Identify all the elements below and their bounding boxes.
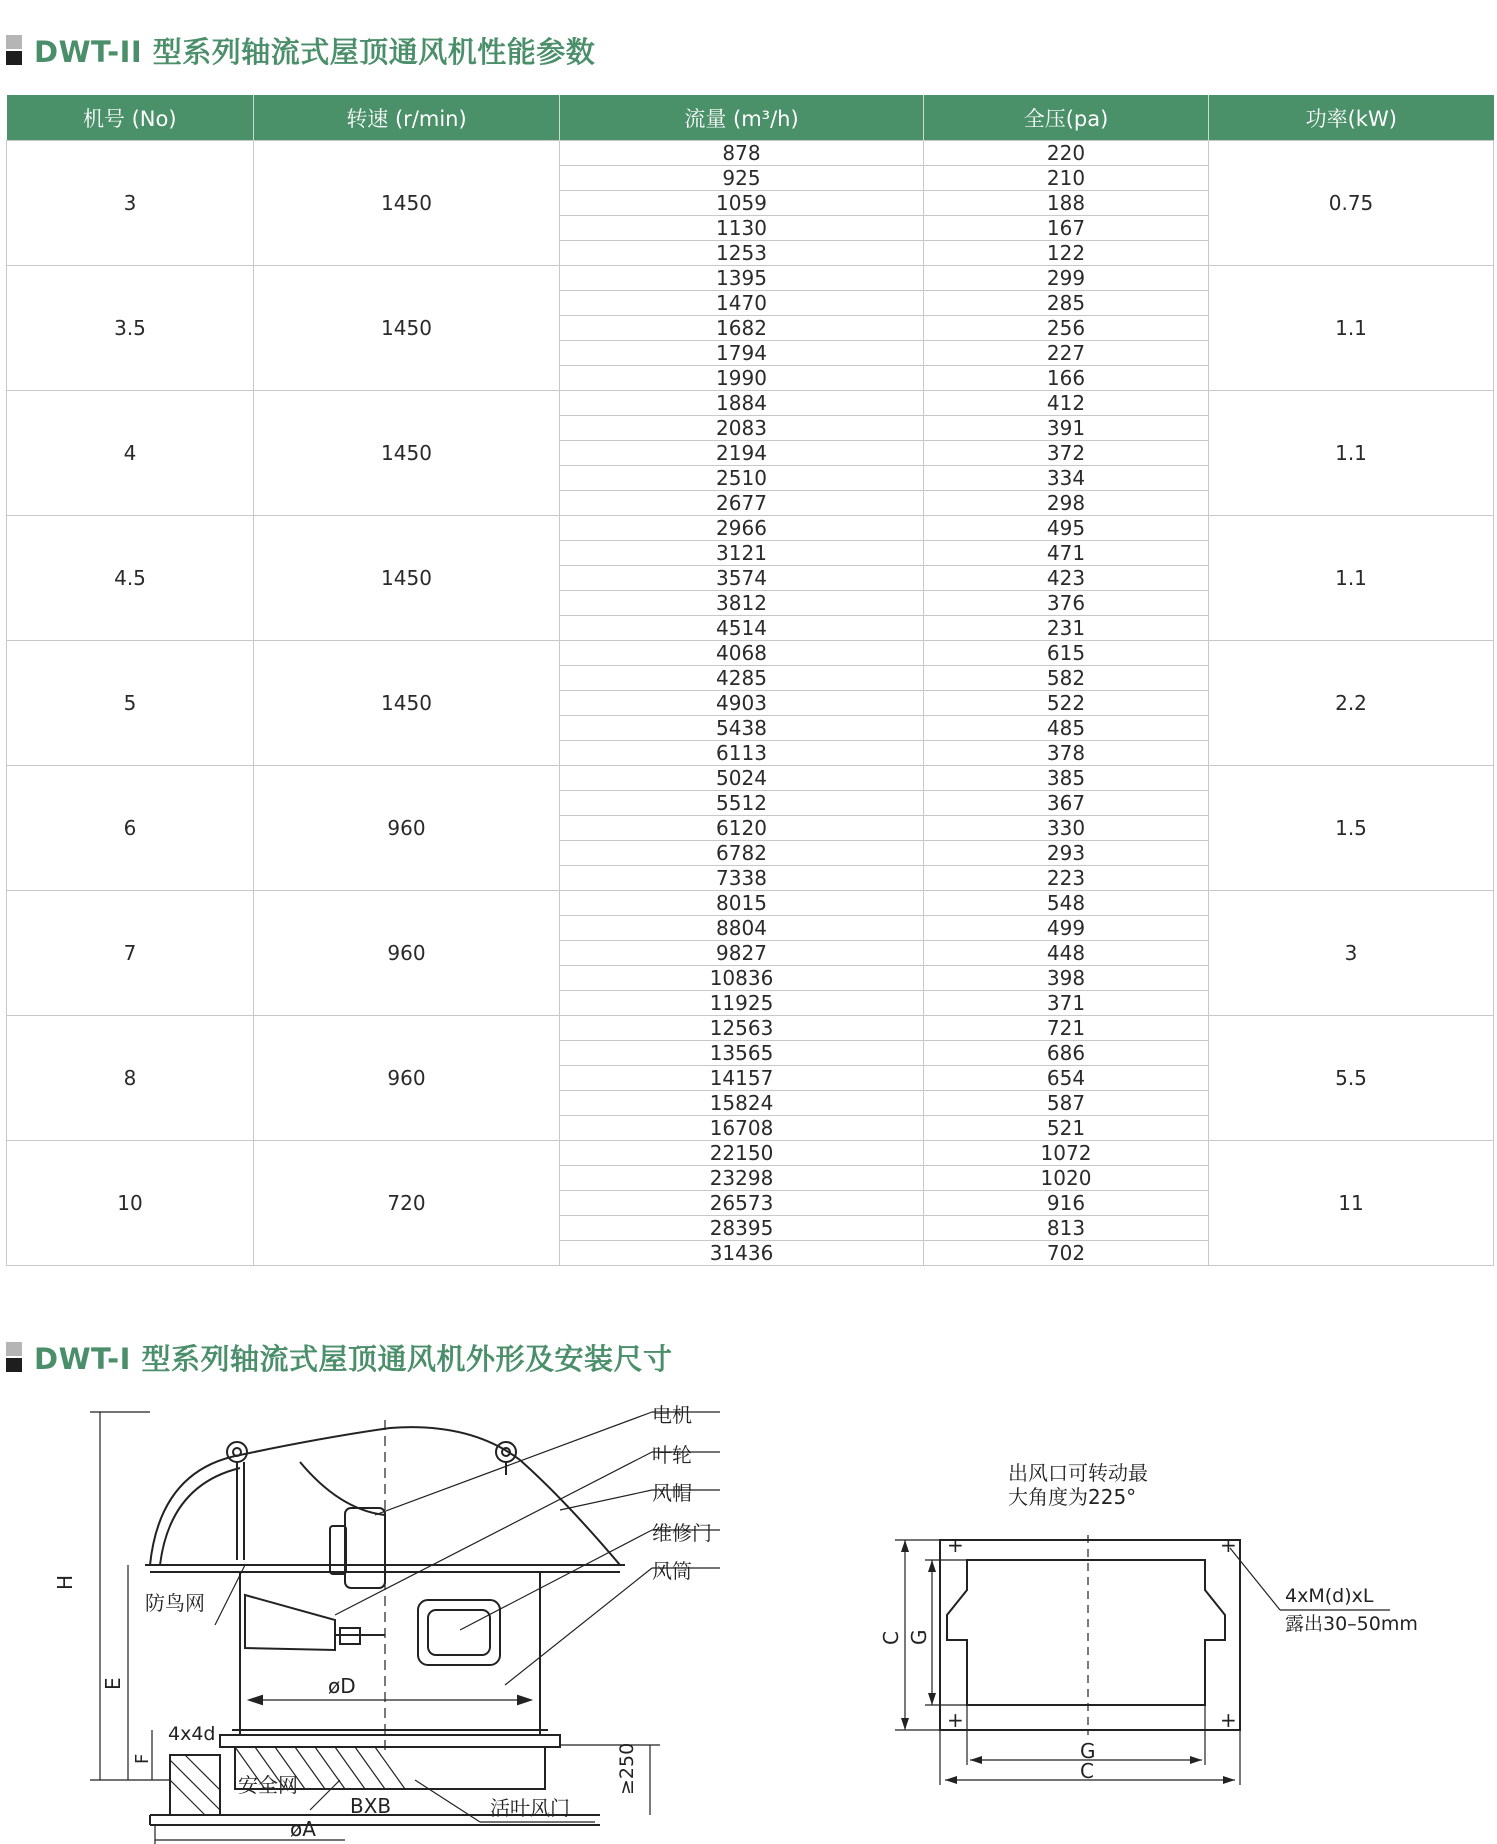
cell-airflow: 6782 [560, 841, 924, 866]
cell-pressure: 378 [924, 741, 1209, 766]
cell-pressure: 448 [924, 941, 1209, 966]
note-rotation-line1: 出风口可转动最 [1008, 1461, 1148, 1485]
title-marker-icon [6, 1342, 22, 1372]
cell-pressure: 813 [924, 1216, 1209, 1241]
label-safety-net: 安全网 [238, 1773, 298, 1797]
dim-label-a: øA [290, 1817, 316, 1841]
label-hood: 风帽 [652, 1481, 692, 1505]
cell-speed: 960 [254, 766, 560, 891]
cell-airflow: 3812 [560, 591, 924, 616]
cell-airflow: 1990 [560, 366, 924, 391]
cell-pressure: 188 [924, 191, 1209, 216]
cell-pressure: 167 [924, 216, 1209, 241]
header-speed: 转速 (r/min) [254, 95, 560, 141]
table-body [7, 141, 1494, 1266]
cell-airflow: 16708 [560, 1116, 924, 1141]
dim-label-g-vertical: G [907, 1629, 931, 1645]
dim-label-g-horizontal: G [1080, 1739, 1096, 1763]
cell-airflow: 1470 [560, 291, 924, 316]
dim-label-c-horizontal: C [1080, 1759, 1094, 1783]
cell-airflow: 1884 [560, 391, 924, 416]
cell-pressure: 412 [924, 391, 1209, 416]
cell-speed: 1450 [254, 516, 560, 641]
cell-pressure: 166 [924, 366, 1209, 391]
cell-pressure: 367 [924, 791, 1209, 816]
cell-airflow: 2966 [560, 516, 924, 541]
cell-airflow: 11925 [560, 991, 924, 1016]
cell-pressure: 122 [924, 241, 1209, 266]
cell-pressure: 1072 [924, 1141, 1209, 1166]
cell-model-no: 4.5 [7, 516, 254, 641]
cell-airflow: 925 [560, 166, 924, 191]
cell-pressure: 721 [924, 1016, 1209, 1041]
cell-airflow: 3121 [560, 541, 924, 566]
cell-power: 1.1 [1209, 266, 1494, 391]
cell-airflow: 5512 [560, 791, 924, 816]
section-title-performance [6, 30, 595, 70]
header-power: 功率(kW) [1209, 95, 1494, 141]
section-title-dimensions [6, 1337, 673, 1377]
note-rotation-line2: 大角度为225° [1008, 1485, 1137, 1509]
cell-airflow: 28395 [560, 1216, 924, 1241]
cell-airflow: 2510 [560, 466, 924, 491]
header-pressure: 全压(pa) [924, 95, 1209, 141]
cell-airflow: 6113 [560, 741, 924, 766]
cell-model-no: 10 [7, 1141, 254, 1266]
cell-airflow: 9827 [560, 941, 924, 966]
cell-pressure: 522 [924, 691, 1209, 716]
cell-airflow: 2194 [560, 441, 924, 466]
cell-airflow: 4903 [560, 691, 924, 716]
cell-airflow: 8015 [560, 891, 924, 916]
cell-power: 5.5 [1209, 1016, 1494, 1141]
label-door: 维修门 [652, 1521, 712, 1545]
cell-airflow: 1794 [560, 341, 924, 366]
cell-airflow: 2677 [560, 491, 924, 516]
cell-pressure: 376 [924, 591, 1209, 616]
table-row [7, 391, 1494, 416]
cell-model-no: 3 [7, 141, 254, 266]
cell-airflow: 26573 [560, 1191, 924, 1216]
cell-pressure: 521 [924, 1116, 1209, 1141]
cell-airflow: 14157 [560, 1066, 924, 1091]
cell-pressure: 391 [924, 416, 1209, 441]
cell-airflow: 5438 [560, 716, 924, 741]
cell-airflow: 1395 [560, 266, 924, 291]
dim-label-d: øD [328, 1674, 356, 1698]
cell-airflow: 4285 [560, 666, 924, 691]
cell-airflow: 31436 [560, 1241, 924, 1266]
cell-pressure: 686 [924, 1041, 1209, 1066]
table-row [7, 516, 1494, 541]
cell-model-no: 6 [7, 766, 254, 891]
cell-speed: 720 [254, 1141, 560, 1266]
cell-pressure: 293 [924, 841, 1209, 866]
label-motor: 电机 [652, 1403, 692, 1427]
cell-pressure: 548 [924, 891, 1209, 916]
cell-pressure: 916 [924, 1191, 1209, 1216]
table-row [7, 766, 1494, 791]
cell-airflow: 10836 [560, 966, 924, 991]
cell-airflow: 2083 [560, 416, 924, 441]
cell-airflow: 4514 [560, 616, 924, 641]
cell-pressure: 471 [924, 541, 1209, 566]
cell-power: 11 [1209, 1141, 1494, 1266]
cell-pressure: 423 [924, 566, 1209, 591]
cell-pressure: 372 [924, 441, 1209, 466]
section-title-text: DWT-II 型系列轴流式屋顶通风机性能参数 [34, 34, 596, 69]
cell-pressure: 334 [924, 466, 1209, 491]
cell-airflow: 4068 [560, 641, 924, 666]
dim-label-250: ≥250 [616, 1742, 638, 1795]
cell-airflow: 22150 [560, 1141, 924, 1166]
dim-label-f: F [132, 1753, 153, 1764]
cell-pressure: 298 [924, 491, 1209, 516]
table-row [7, 266, 1494, 291]
cell-airflow: 6120 [560, 816, 924, 841]
base-plan-drawing [850, 1440, 1450, 1800]
label-louver: 活叶风门 [490, 1796, 570, 1820]
cell-speed: 1450 [254, 641, 560, 766]
performance-table [6, 95, 1494, 1266]
cell-pressure: 398 [924, 966, 1209, 991]
cell-speed: 1450 [254, 391, 560, 516]
table-header-row [7, 95, 1494, 141]
cell-model-no: 8 [7, 1016, 254, 1141]
cell-pressure: 582 [924, 666, 1209, 691]
cell-pressure: 495 [924, 516, 1209, 541]
cell-pressure: 371 [924, 991, 1209, 1016]
header-model-no: 机号 (No) [7, 95, 254, 141]
cell-model-no: 4 [7, 391, 254, 516]
note-bolt-line1: 4xM(d)xL [1285, 1585, 1374, 1607]
fan-outline-drawing [0, 1400, 760, 1844]
cell-pressure: 587 [924, 1091, 1209, 1116]
cell-pressure: 220 [924, 141, 1209, 166]
header-airflow: 流量 (m³/h) [560, 95, 924, 141]
cell-pressure: 485 [924, 716, 1209, 741]
cell-airflow: 878 [560, 141, 924, 166]
cell-pressure: 499 [924, 916, 1209, 941]
svg-text:+: + [1220, 1708, 1237, 1732]
cell-power: 1.5 [1209, 766, 1494, 891]
cell-model-no: 5 [7, 641, 254, 766]
table-row [7, 641, 1494, 666]
cell-pressure: 385 [924, 766, 1209, 791]
cell-pressure: 330 [924, 816, 1209, 841]
cell-airflow: 23298 [560, 1166, 924, 1191]
label-duct: 风筒 [652, 1559, 692, 1583]
cell-airflow: 13565 [560, 1041, 924, 1066]
cell-airflow: 1253 [560, 241, 924, 266]
cell-pressure: 210 [924, 166, 1209, 191]
cell-pressure: 223 [924, 866, 1209, 891]
cell-airflow: 8804 [560, 916, 924, 941]
cell-airflow: 5024 [560, 766, 924, 791]
cell-speed: 1450 [254, 141, 560, 266]
cell-pressure: 256 [924, 316, 1209, 341]
dim-label-h: H [53, 1574, 77, 1590]
table-row [7, 891, 1494, 916]
cell-model-no: 3.5 [7, 266, 254, 391]
dim-label-bxb: BXB [350, 1794, 392, 1818]
section-title-text: DWT-I 型系列轴流式屋顶通风机外形及安装尺寸 [34, 1341, 673, 1376]
label-holes: 4x4d [168, 1723, 216, 1745]
cell-airflow: 7338 [560, 866, 924, 891]
cell-pressure: 227 [924, 341, 1209, 366]
label-bird-net: 防鸟网 [145, 1591, 205, 1615]
title-marker-icon [6, 35, 22, 65]
cell-airflow: 3574 [560, 566, 924, 591]
svg-text:+: + [947, 1708, 964, 1732]
cell-airflow: 1130 [560, 216, 924, 241]
dim-label-c-vertical: C [879, 1631, 903, 1645]
cell-speed: 1450 [254, 266, 560, 391]
cell-airflow: 1059 [560, 191, 924, 216]
cell-speed: 960 [254, 891, 560, 1016]
cell-pressure: 285 [924, 291, 1209, 316]
cell-speed: 960 [254, 1016, 560, 1141]
cell-airflow: 12563 [560, 1016, 924, 1041]
svg-text:+: + [1220, 1533, 1237, 1557]
cell-airflow: 15824 [560, 1091, 924, 1116]
cell-power: 0.75 [1209, 141, 1494, 266]
table-row [7, 1016, 1494, 1041]
cell-power: 1.1 [1209, 391, 1494, 516]
note-bolt-line2: 露出30–50mm [1285, 1613, 1418, 1635]
cell-pressure: 702 [924, 1241, 1209, 1266]
cell-power: 2.2 [1209, 641, 1494, 766]
table-row [7, 141, 1494, 166]
cell-power: 3 [1209, 891, 1494, 1016]
svg-text:+: + [947, 1533, 964, 1557]
cell-pressure: 231 [924, 616, 1209, 641]
cell-pressure: 299 [924, 266, 1209, 291]
cell-pressure: 1020 [924, 1166, 1209, 1191]
table-row [7, 1141, 1494, 1166]
cell-power: 1.1 [1209, 516, 1494, 641]
label-impeller: 叶轮 [652, 1443, 692, 1467]
cell-pressure: 615 [924, 641, 1209, 666]
cell-airflow: 1682 [560, 316, 924, 341]
cell-model-no: 7 [7, 891, 254, 1016]
cell-pressure: 654 [924, 1066, 1209, 1091]
dim-label-e: E [101, 1677, 125, 1690]
